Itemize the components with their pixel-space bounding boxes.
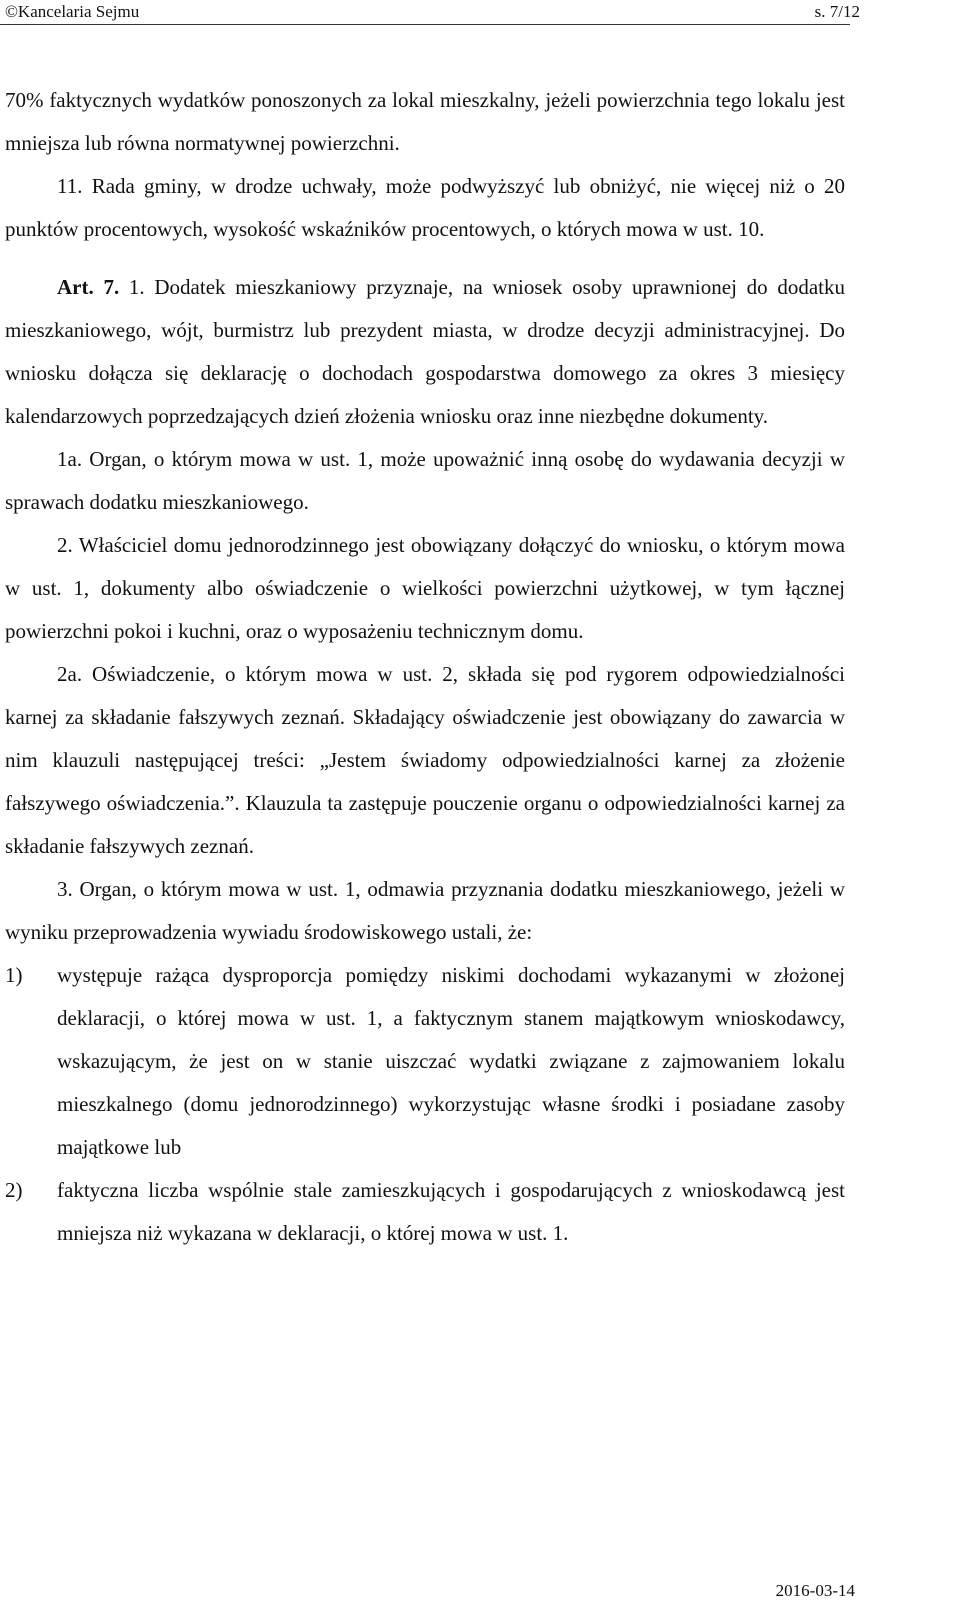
paragraph-ust-3: 3. Organ, o którym mowa w ust. 1, odmawia przyznania dodatku mieszkaniowego, jeżeli w wyniku przeprowadzenia wywiadu środowiskowego ustali, że:: [5, 877, 845, 944]
list-item-text: faktyczna liczba wspólnie stale zamieszkujących i gospodarujących z wnioskodawcą jest mniejsza niż wykazana w deklaracji, o której mowa w ust. 1.: [57, 1178, 845, 1245]
article-7-ust-1: 1. Dodatek mieszkaniowy przyznaje, na wniosek osoby uprawnionej do dodatku mieszkaniowego, wójt, burmistrz lub prezydent miasta, w drodze decyzji administracyjnej. Do wniosku dołącza się deklarację o dochodach gospodarstwa domowego za okres 3 miesięcy kalendarzowych poprzedzających dzień złożenia wniosku oraz inne niezbędne dokumenty.: [5, 275, 846, 428]
paragraph-ust-11: 11. Rada gminy, w drodze uchwały, może podwyższyć lub obniżyć, nie więcej niż o 20 punktów procentowych, wysokość wskaźników procentowych, o których mowa w ust. 10.: [5, 174, 845, 241]
paragraph-ust-1a: 1a. Organ, o którym mowa w ust. 1, może upoważnić inną osobę do wydawania decyzji w sprawach dodatku mieszkaniowego.: [5, 447, 845, 514]
list-item-number: 1): [5, 963, 23, 987]
footer-date: 2016-03-14: [775, 1581, 855, 1600]
list-item-number: 2): [5, 1178, 23, 1202]
page-number: s. 7/12: [814, 2, 860, 21]
page-header: [0, 0, 960, 26]
paragraph-ust-2a: 2a. Oświadczenie, o którym mowa w ust. 2, składa się pod rygorem odpowiedzialności karnej za składanie fałszywych zeznań. Składający oświadczenie jest obowiązany do zawarcia w nim klauzuli następującej treści: „Jestem świadomy odpowiedzialności karnej za złożenie fałszywego oświadczenia.”. Klauzula ta zastępuje pouczenie organu o odpowiedzialności karnej za składanie fałszywych zeznań.: [5, 662, 845, 858]
publisher-label: ©Kancelaria Sejmu: [5, 2, 140, 21]
article-label: Art. 7.: [57, 275, 120, 299]
list-item: [5, 1169, 845, 1255]
list-item: [5, 954, 845, 1169]
list-item-text: występuje rażąca dysproporcja pomiędzy niskimi dochodami wykazanymi w złożonej deklaracji, o której mowa w ust. 1, a faktycznym stanem majątkowym wnioskodawcy, wskazującym, że jest on w stanie uiszczać wydatki związane z zajmowaniem lokalu mieszkalnego (domu jednorodzinnego) wykorzystując własne środki i posiadane zasoby majątkowe lub: [57, 963, 845, 1159]
header-divider: [0, 24, 850, 25]
document-body: [5, 79, 845, 1255]
paragraph-continuation: 70% faktycznych wydatków ponoszonych za lokal mieszkalny, jeżeli powierzchnia tego lokalu jest mniejsza lub równa normatywnej powierzchni.: [5, 88, 845, 155]
article-7: [5, 266, 845, 438]
paragraph-ust-2: 2. Właściciel domu jednorodzinnego jest obowiązany dołączyć do wniosku, o którym mowa w ust. 1, dokumenty albo oświadczenie o wielkości powierzchni użytkowej, w tym łącznej powierzchni pokoi i kuchni, oraz o wyposażeniu technicznym domu.: [5, 533, 845, 643]
